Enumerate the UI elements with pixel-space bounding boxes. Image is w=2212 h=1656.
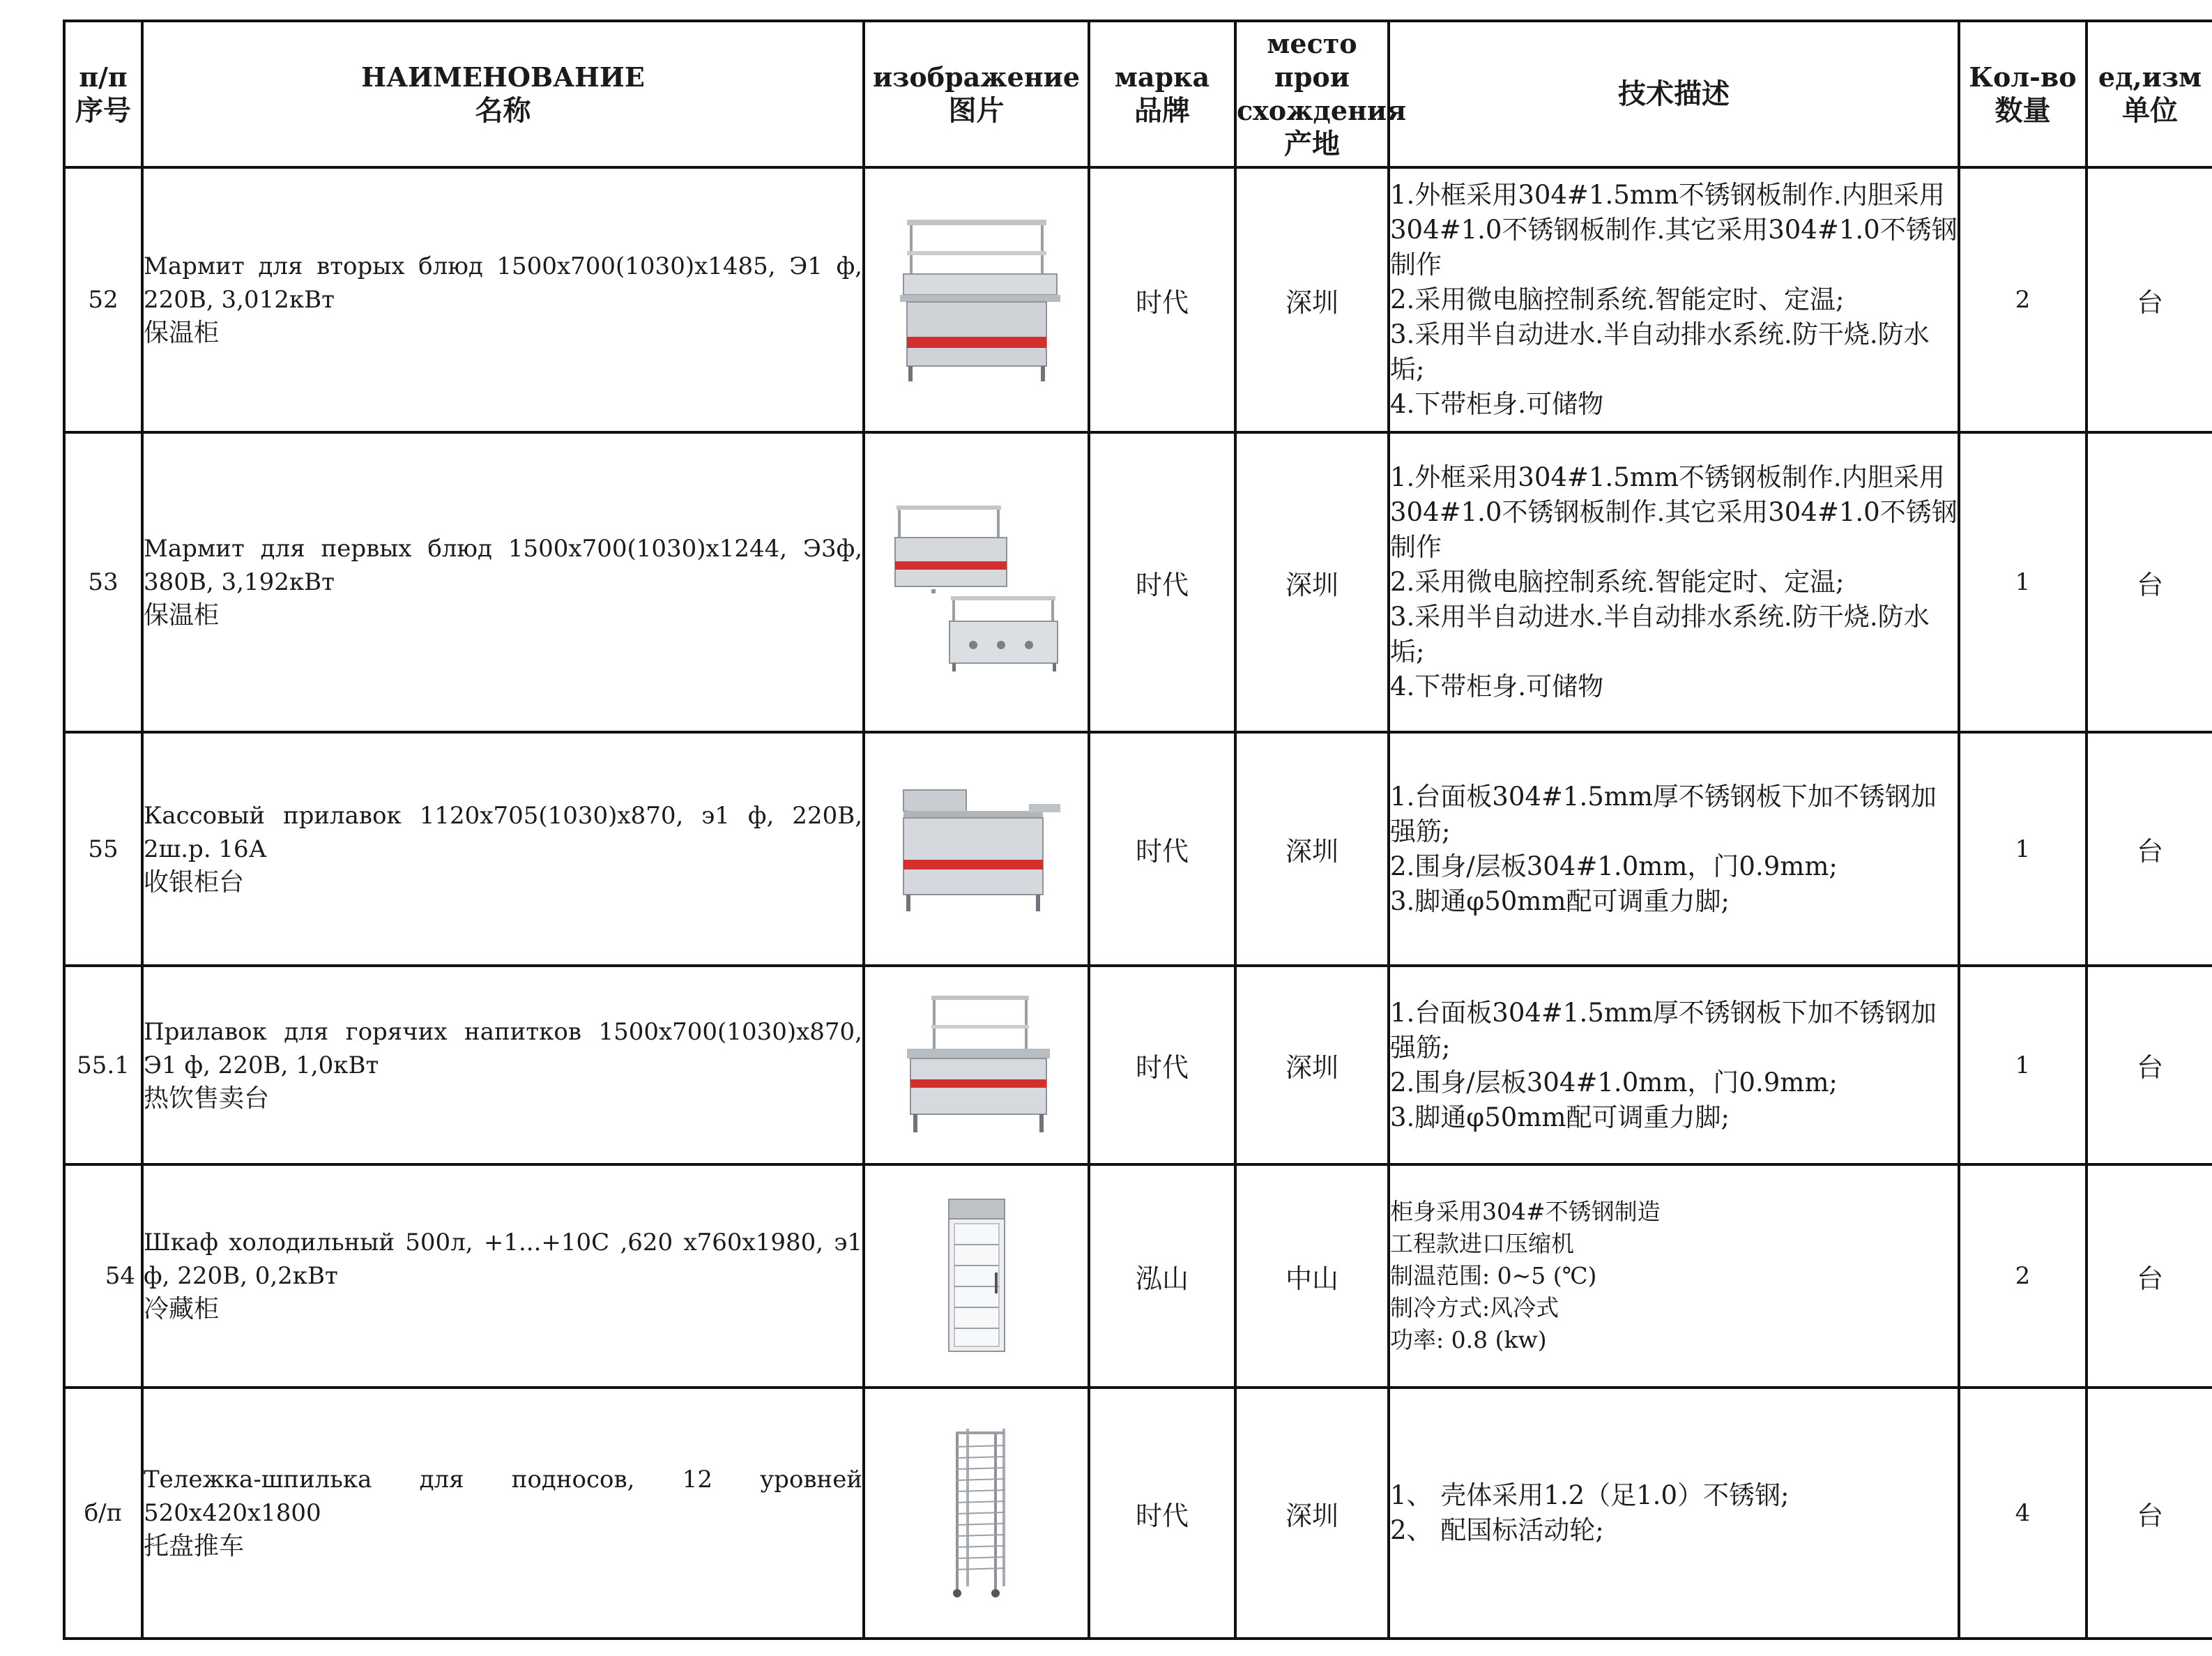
row-number: 54 <box>64 1164 142 1388</box>
item-name-ru: Кассовый прилавок 1120х705(1030)х870, э1 ф, 220В, 2ш.р. 16А <box>144 801 862 863</box>
item-image-cell <box>864 432 1089 732</box>
origin: 深圳 <box>1235 167 1389 432</box>
header-quantity <box>1959 21 2087 167</box>
item-image-cell <box>864 1388 1089 1639</box>
header-unit <box>2087 21 2212 167</box>
header-origin-ru-1: место прои <box>1267 28 1357 93</box>
header-name-zh: 名称 <box>475 94 531 127</box>
item-name-ru: Тележка-шпилька для подносов, 12 уровней 520х420х1800 <box>144 1466 862 1527</box>
header-quantity-ru: Кол-во <box>1969 61 2077 93</box>
refrigerated-cabinet-image <box>935 1196 1019 1356</box>
item-image-cell <box>864 167 1089 432</box>
item-image-cell <box>864 732 1089 966</box>
tech-line: 功率: 0.8 (kw) <box>1390 1326 1547 1353</box>
item-name-ru: Мармит для первых блюд 1500х700(1030)х1244, Э3ф, 380В, 3,192кВт <box>144 535 862 596</box>
brand: 时代 <box>1089 732 1235 966</box>
origin: 深圳 <box>1235 966 1389 1164</box>
header-unit-ru: ед,изм <box>2098 61 2202 93</box>
tech-description <box>1389 432 1959 732</box>
item-name-ru: Шкаф холодильный 500л, +1...+10С ,620 х760х1980, э1 ф, 220В, 0,2кВт <box>144 1229 862 1290</box>
table-row <box>64 1164 2212 1388</box>
item-name-ru: Мармит для вторых блюд 1500х700(1030)х1485, Э1 ф, 220В, 3,012кВт <box>144 252 862 314</box>
header-number-ru: п/п <box>79 61 128 93</box>
hot-drinks-counter-image <box>897 989 1057 1142</box>
header-brand-zh: 品牌 <box>1134 94 1190 127</box>
origin: 深圳 <box>1235 1388 1389 1639</box>
item-name <box>142 432 864 732</box>
origin: 深圳 <box>1235 732 1389 966</box>
item-name-zh: 冷藏柜 <box>144 1295 220 1323</box>
header-image-zh: 图片 <box>948 94 1005 127</box>
item-name <box>142 1388 864 1639</box>
table-row <box>64 167 2212 432</box>
tech-line: 3.脚通φ50mm配可调重力脚; <box>1390 886 1730 916</box>
quantity: 2 <box>1959 1164 2087 1388</box>
tech-line: 1.台面板304#1.5mm厚不锈钢板下加不锈钢加强筋; <box>1390 781 1937 846</box>
tech-description <box>1389 1164 1959 1388</box>
table-row <box>64 732 2212 966</box>
row-number: б/п <box>64 1388 142 1639</box>
row-number: 53 <box>64 432 142 732</box>
header-origin <box>1235 21 1407 167</box>
item-image-cell <box>864 966 1089 1164</box>
tech-line: 1.台面板304#1.5mm厚不锈钢板下加不锈钢加强筋; <box>1390 997 1937 1063</box>
item-name <box>142 966 864 1164</box>
tech-description <box>1389 732 1959 966</box>
item-image-cell <box>864 1164 1089 1388</box>
unit: 台 <box>2087 1164 2212 1388</box>
tech-description <box>1389 966 1959 1164</box>
unit: 台 <box>2087 167 2212 432</box>
item-name-zh: 托盘推车 <box>144 1532 245 1560</box>
tech-description <box>1389 1388 1959 1639</box>
brand: 泓山 <box>1089 1164 1235 1388</box>
table-row <box>64 432 2212 732</box>
item-name <box>142 1164 864 1388</box>
brand: 时代 <box>1089 1388 1235 1639</box>
quantity: 2 <box>1959 167 2087 432</box>
tech-description <box>1389 167 1959 432</box>
brand: 时代 <box>1089 167 1235 432</box>
bain-marie-with-shelf-image <box>893 213 1060 387</box>
header-origin-zh: 产地 <box>1284 128 1340 160</box>
tech-line: 2.围身/层板304#1.0mm，门0.9mm; <box>1390 1067 1838 1097</box>
row-number: 52 <box>64 167 142 432</box>
row-number: 55 <box>64 732 142 966</box>
tech-line: 4.下带柜身.可储物 <box>1390 389 1604 419</box>
unit: 台 <box>2087 1388 2212 1639</box>
item-name-zh: 热饮售卖台 <box>144 1084 270 1113</box>
tech-line: 柜身采用304#不锈钢制造 <box>1390 1198 1661 1225</box>
tech-line: 工程款进口压缩机 <box>1390 1230 1574 1257</box>
table-row <box>64 1388 2212 1639</box>
header-number <box>64 21 142 167</box>
tech-line: 2.采用微电脑控制系统.智能定时、定温; <box>1390 567 1845 597</box>
item-name <box>142 167 864 432</box>
tech-line: 4.下带柜身.可储物 <box>1390 671 1604 701</box>
header-tech <box>1389 21 1959 167</box>
header-quantity-zh: 数量 <box>1994 94 2051 127</box>
item-name-ru: Прилавок для горячих напитков 1500х700(1030)х870, Э1 ф, 220В, 1,0кВт <box>144 1017 862 1079</box>
equipment-spec-table <box>63 20 2212 1640</box>
quantity: 1 <box>1959 432 2087 732</box>
tech-line: 2、 配国标活动轮; <box>1390 1515 1604 1545</box>
tech-line: 1.外框采用304#1.5mm不锈钢板制作.内胆采用304#1.0不锈钢板制作.其它采用304#1.0不锈钢制作 <box>1390 180 1958 280</box>
header-image <box>864 21 1089 167</box>
brand: 时代 <box>1089 432 1235 732</box>
header-brand-ru: марка <box>1114 61 1210 93</box>
tech-line: 3.采用半自动进水.半自动排水系统.防干烧.防水垢; <box>1390 319 1930 384</box>
cashier-counter-image <box>890 776 1064 922</box>
tech-line: 制冷方式:风冷式 <box>1390 1294 1559 1321</box>
header-name <box>142 21 864 167</box>
tech-line: 3.采用半自动进水.半自动排水系统.防干烧.防水垢; <box>1390 602 1930 667</box>
item-name <box>142 732 864 966</box>
tech-line: 3.脚通φ50mm配可调重力脚; <box>1390 1102 1730 1132</box>
soup-bain-marie-image <box>890 492 1064 673</box>
origin: 深圳 <box>1235 432 1389 732</box>
quantity: 1 <box>1959 732 2087 966</box>
unit: 台 <box>2087 966 2212 1164</box>
tech-line: 2.采用微电脑控制系统.智能定时、定温; <box>1390 284 1845 314</box>
header-brand <box>1089 21 1235 167</box>
origin: 中山 <box>1235 1164 1389 1388</box>
item-name-zh: 保温柜 <box>144 601 220 630</box>
quantity: 4 <box>1959 1388 2087 1639</box>
tech-line: 1.外框采用304#1.5mm不锈钢板制作.内胆采用304#1.0不锈钢板制作.其它采用304#1.0不锈钢制作 <box>1390 462 1958 562</box>
unit: 台 <box>2087 432 2212 732</box>
quantity: 1 <box>1959 966 2087 1164</box>
table-row <box>64 966 2212 1164</box>
tech-line: 2.围身/层板304#1.0mm，门0.9mm; <box>1390 851 1838 881</box>
header-tech-zh: 技术描述 <box>1618 77 1730 110</box>
unit: 台 <box>2087 732 2212 966</box>
header-origin-ru-2: схождения <box>1237 95 1407 126</box>
header-image-ru: изображение <box>872 61 1081 93</box>
item-name-zh: 收银柜台 <box>144 867 245 897</box>
tech-line: 1、 壳体采用1.2（足1.0）不锈钢; <box>1390 1480 1790 1510</box>
tech-line: 制温范围: 0~5 (℃) <box>1390 1262 1597 1289</box>
header-unit-zh: 单位 <box>2122 94 2178 127</box>
header-name-ru: НАИМЕНОВАНИЕ <box>361 61 645 93</box>
header-number-zh: 序号 <box>75 94 131 127</box>
table-header-row <box>64 21 2212 167</box>
item-name-zh: 保温柜 <box>144 319 220 347</box>
row-number: 55.1 <box>64 966 142 1164</box>
brand: 时代 <box>1089 966 1235 1164</box>
tray-trolley-image <box>938 1426 1015 1600</box>
